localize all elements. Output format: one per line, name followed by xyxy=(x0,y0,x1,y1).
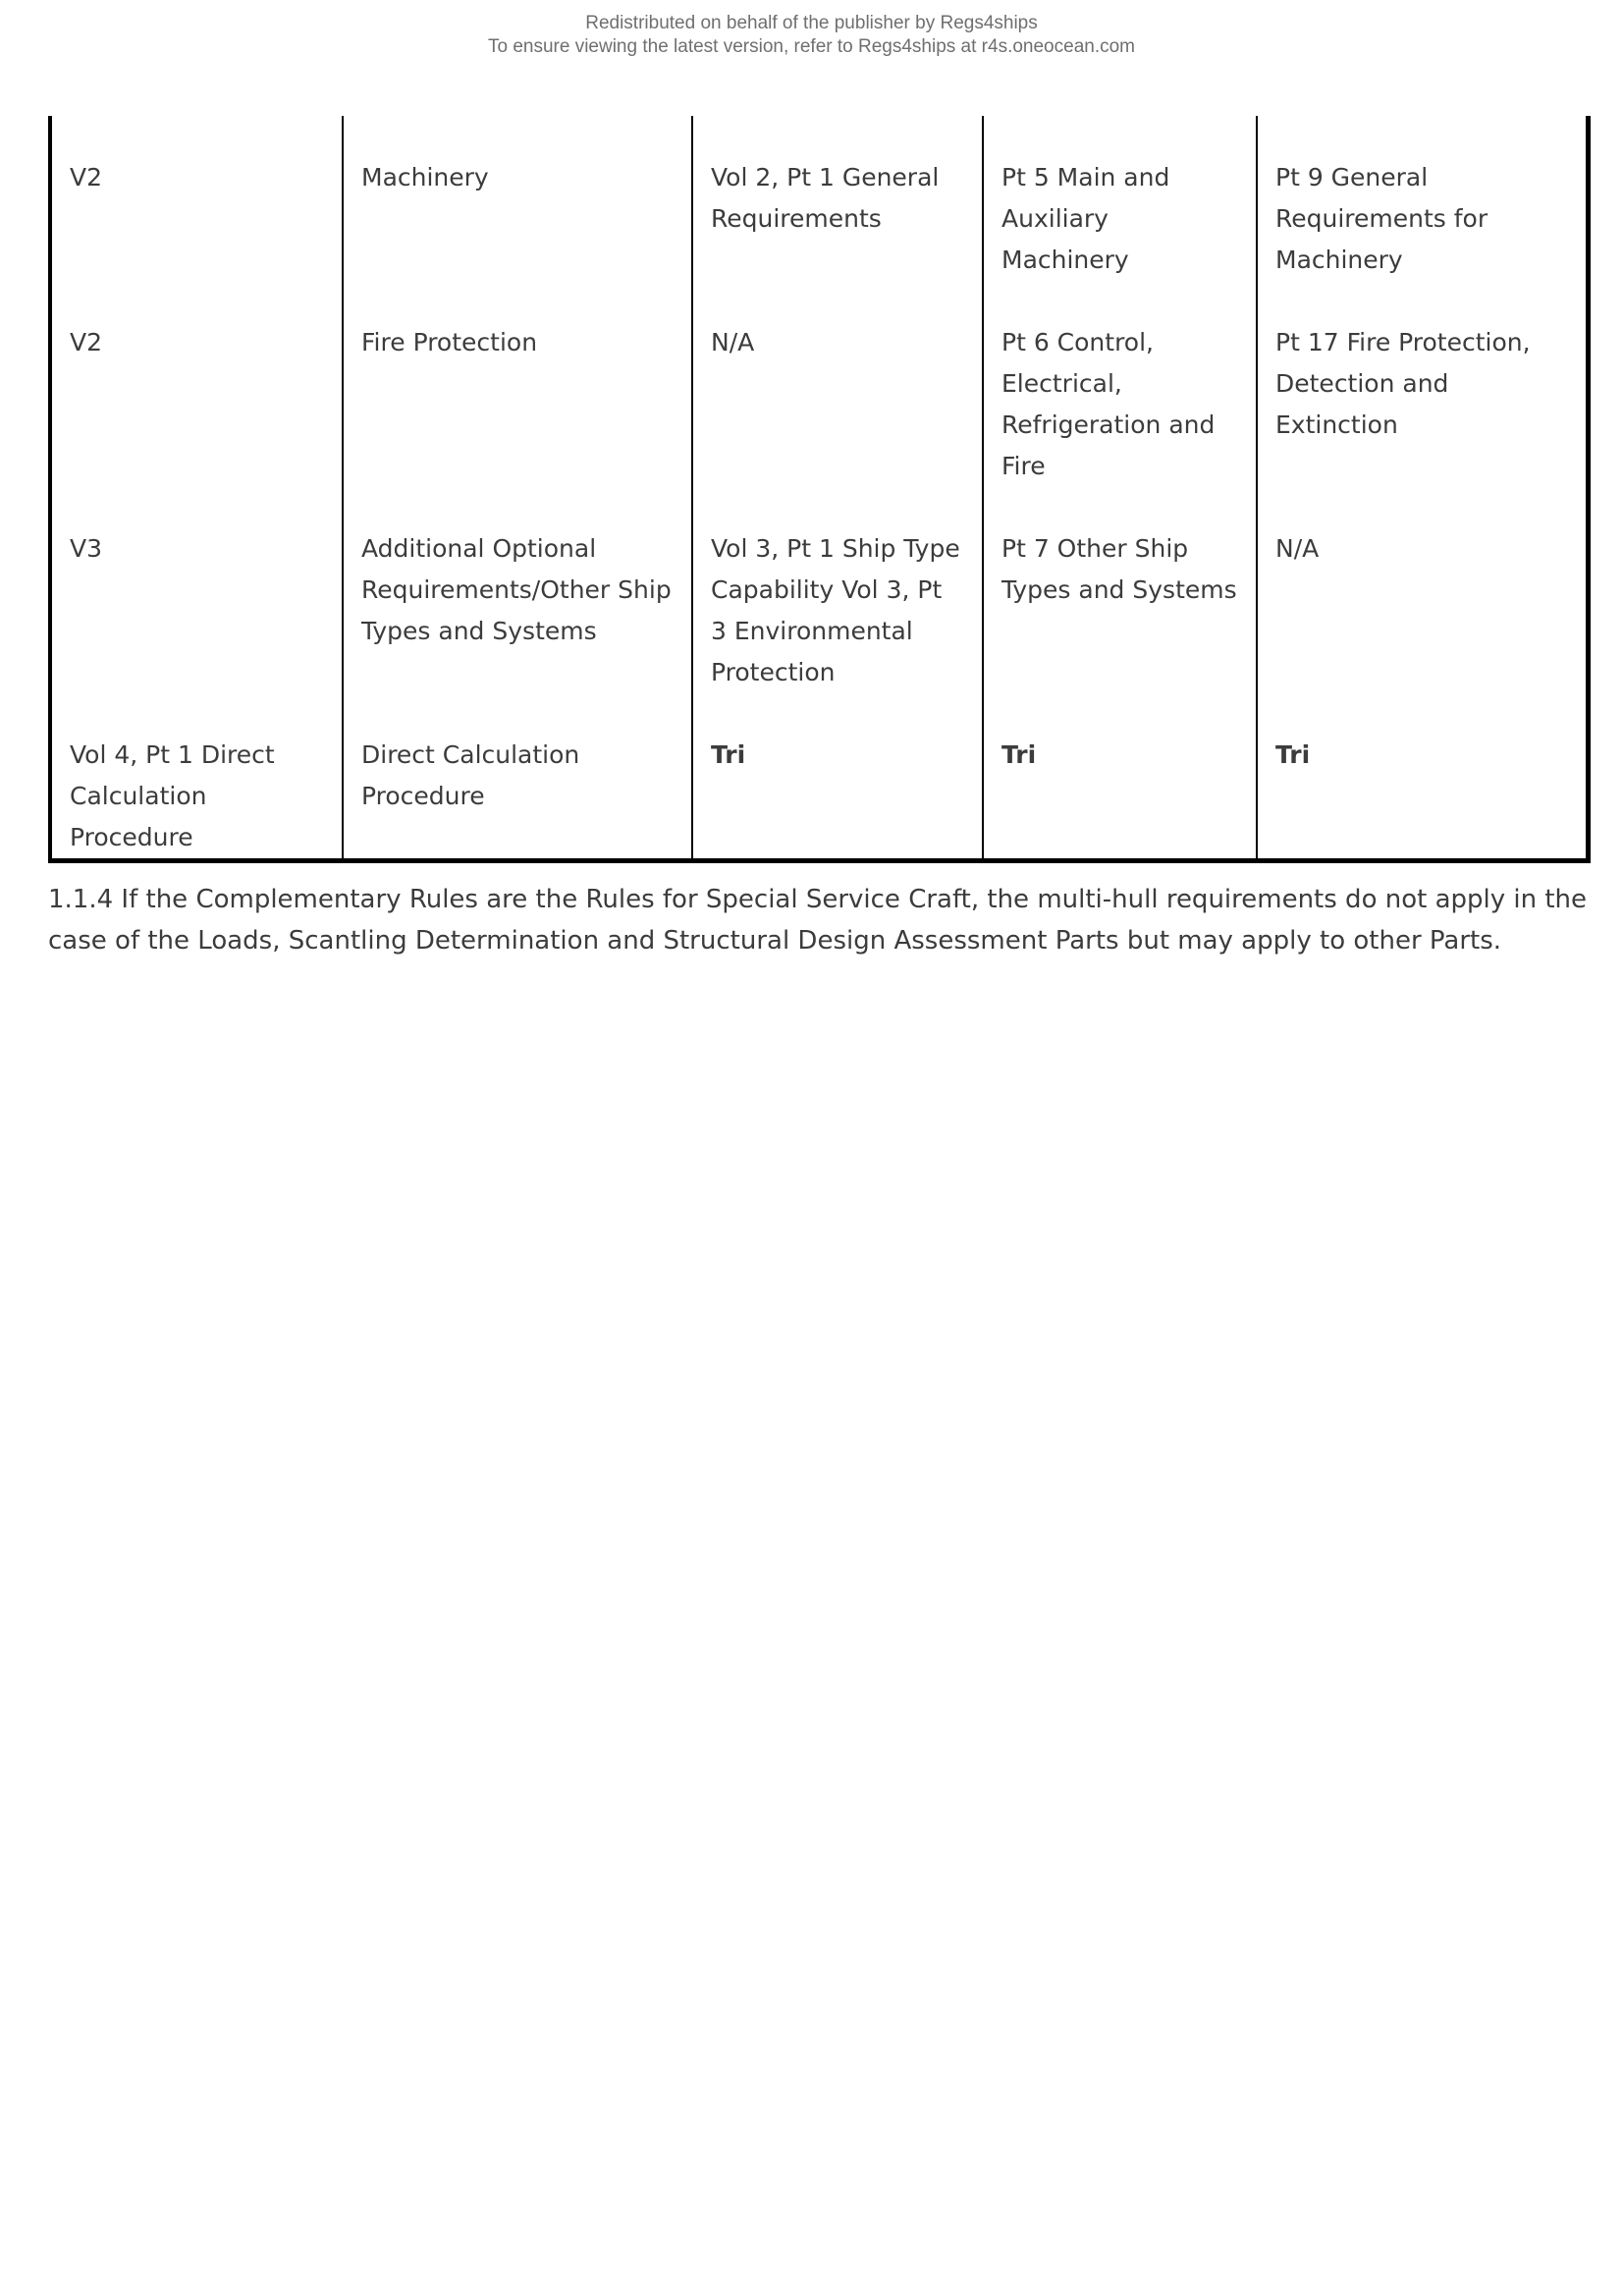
table-link[interactable]: Vol 4, Pt 1 Direct Calculation Procedure xyxy=(50,693,343,861)
table-row xyxy=(50,487,1588,693)
paragraph-1-1-4: 1.1.4 If the Complementary Rules are the Rules for Special Service Craft, the multi-hull requirements do not apply in the case of the Loads, Scantling Determination and Structural Design Assessment Parts but may apply to other Parts. xyxy=(48,885,1588,956)
redistribution-header xyxy=(0,12,1623,59)
header-line-2: To ensure viewing the latest version, refer to Regs4ships at r4s.oneocean.com xyxy=(487,36,1136,57)
header-line-1: Redistributed on behalf of the publisher by Regs4ships xyxy=(585,13,1038,33)
table-link[interactable]: Pt 9 General Requirements for Machinery xyxy=(1257,116,1588,281)
table-link[interactable]: Vol 3, Pt 1 Ship Type Capability Vol 3, Pt 3 Environmental Protection xyxy=(692,487,983,693)
table-cell: V2 xyxy=(50,116,343,281)
table-row xyxy=(50,116,1588,281)
table-cell: Additional Optional Requirements/Other Ship Types and Systems xyxy=(343,487,692,693)
table-link[interactable]: Pt 5 Main and Auxiliary Machinery xyxy=(983,116,1257,281)
table-link[interactable]: Pt 6 Control, Electrical, Refrigeration and Fire xyxy=(983,281,1257,487)
table-cell: V3 xyxy=(50,487,343,693)
table-cell: Tri xyxy=(983,693,1257,861)
table-row xyxy=(50,281,1588,487)
table-link[interactable]: Pt 17 Fire Protection, Detection and Extinction xyxy=(1257,281,1588,487)
table-cell: Tri xyxy=(1257,693,1588,861)
table-link[interactable]: Vol 2, Pt 1 General Requirements xyxy=(692,116,983,281)
table-cell: V2 xyxy=(50,281,343,487)
table-cell: Tri xyxy=(692,693,983,861)
table-link[interactable]: Pt 7 Other Ship Types and Systems xyxy=(983,487,1257,693)
rules-table xyxy=(48,116,1591,863)
table-cell: Direct Calculation Procedure xyxy=(343,693,692,861)
table-cell: N/A xyxy=(1257,487,1588,693)
table-cell: Fire Protection xyxy=(343,281,692,487)
table-cell: N/A xyxy=(692,281,983,487)
table-cell: Machinery xyxy=(343,116,692,281)
table-row xyxy=(50,693,1588,861)
